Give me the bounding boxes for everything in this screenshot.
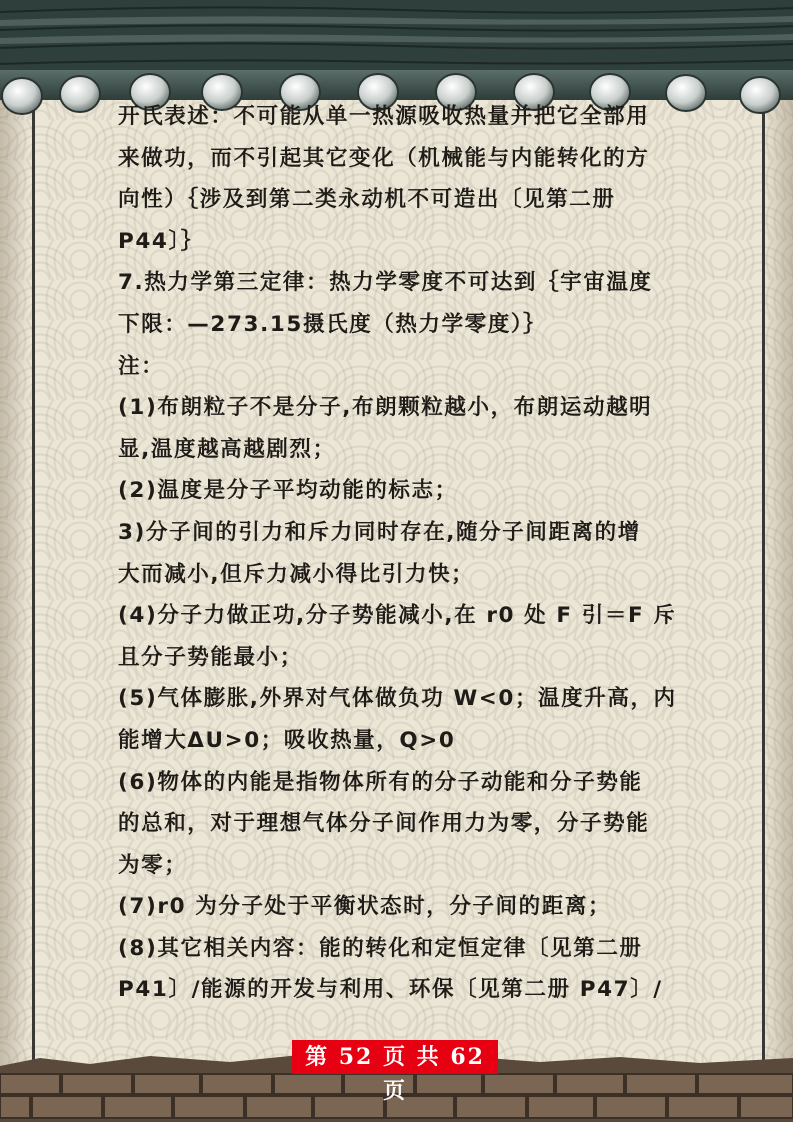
text-line: 向性）｛涉及到第二类永动机不可造出〔见第二册 <box>118 187 616 213</box>
text-line: (6)物体的内能是指物体所有的分子动能和分子势能 <box>118 769 643 795</box>
text-line: (5)气体膨胀,外界对气体做负功 W<0；温度升高，内 <box>118 686 677 712</box>
text-line: (7)r0 为分子处于平衡状态时，分子间的距离； <box>118 894 612 920</box>
text-line: P44〕｝ <box>118 228 204 254</box>
page-number-label: 第 52 页 共 62 页 <box>292 1040 498 1074</box>
document-body <box>118 96 678 1011</box>
text-line: 开氏表述：不可能从单一热源吸收热量并把它全部用 <box>118 104 650 129</box>
text-line: 能增大ΔU>0；吸收热量，Q>0 <box>118 727 456 753</box>
text-line: 显,温度越高越剧烈； <box>118 436 336 462</box>
text-line: P41〕/能源的开发与利用、环保〔见第二册 P47〕/ <box>118 977 663 1003</box>
text-line: (2)温度是分子平均动能的标志； <box>118 478 458 504</box>
left-edge-shade <box>0 100 30 1072</box>
text-line: 注： <box>118 353 165 379</box>
text-line: 大而减小,但斥力减小得比引力快； <box>118 561 475 587</box>
text-line: 下限：—273.15摄氏度（热力学零度）｝ <box>118 311 547 337</box>
text-line: (1)布朗粒子不是分子,布朗颗粒越小，布朗运动越明 <box>118 395 653 421</box>
text-line: 为零； <box>118 852 188 878</box>
text-line: (8)其它相关内容：能的转化和定恒定律〔见第二册 <box>118 935 643 961</box>
text-line: 来做功，而不引起其它变化（机械能与内能转化的方 <box>118 145 650 171</box>
right-edge-shade <box>763 100 793 1072</box>
text-line: 3)分子间的引力和斥力同时存在,随分子间距离的增 <box>118 519 641 545</box>
text-line: (4)分子力做正功,分子势能减小,在 r0 处 F 引＝F 斥 <box>118 603 677 629</box>
text-line: 的总和，对于理想气体分子间作用力为零，分子势能 <box>118 811 650 837</box>
text-line: 且分子势能最小； <box>118 644 303 670</box>
text-line: 7.热力学第三定律：热力学零度不可达到｛宇宙温度 <box>118 270 653 296</box>
right-border-line <box>762 110 765 1062</box>
left-border-line <box>32 110 35 1062</box>
